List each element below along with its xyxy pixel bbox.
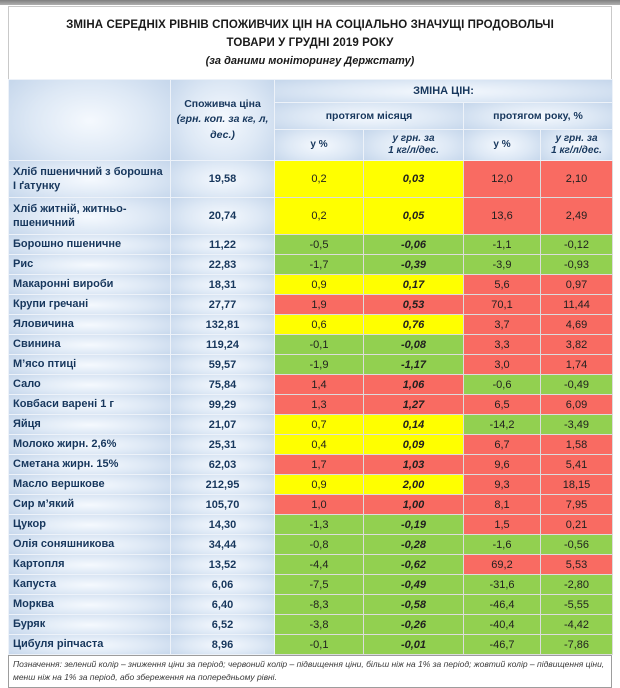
month-percent-value: -3,8	[275, 615, 364, 635]
price-value: 11,22	[171, 235, 275, 255]
year-percent-value: 6,7	[464, 435, 541, 455]
month-percent-value: 0,9	[275, 475, 364, 495]
year-percent-value: 9,3	[464, 475, 541, 495]
product-name: Сметана жирн. 15%	[9, 455, 171, 475]
month-percent-value: -1,3	[275, 515, 364, 535]
table-row	[9, 515, 613, 535]
year-percent-value: -31,6	[464, 575, 541, 595]
year-percent-value: 9,6	[464, 455, 541, 475]
year-percent-value: 3,0	[464, 355, 541, 375]
price-value: 27,77	[171, 295, 275, 315]
table-row	[9, 375, 613, 395]
title-line-2: ТОВАРИ У ГРУДНІ 2019 РОКУ	[226, 36, 394, 49]
product-name: Яловичина	[9, 315, 171, 335]
month-uah-value: -0,39	[364, 255, 464, 275]
year-percent-value: 13,6	[464, 198, 541, 235]
product-name: Масло вершкове	[9, 475, 171, 495]
month-percent-value: -1,7	[275, 255, 364, 275]
table-row	[9, 475, 613, 495]
table-row	[9, 161, 613, 198]
year-percent-value: 5,6	[464, 275, 541, 295]
year-percent-value: -1,1	[464, 235, 541, 255]
price-table-header	[9, 80, 613, 161]
year-percent-value: 69,2	[464, 555, 541, 575]
year-uah-value: 1,58	[541, 435, 613, 455]
year-uah-value: 1,74	[541, 355, 613, 375]
table-row	[9, 415, 613, 435]
year-uah-value: -0,12	[541, 235, 613, 255]
product-name: Морква	[9, 595, 171, 615]
month-percent-value: 1,7	[275, 455, 364, 475]
table-row	[9, 495, 613, 515]
month-uah-value: 1,03	[364, 455, 464, 475]
month-uah-value: 0,03	[364, 161, 464, 198]
month-uah-value: 0,76	[364, 315, 464, 335]
window-edge-bar	[0, 0, 620, 5]
year-uah-value: 2,10	[541, 161, 613, 198]
month-percent-value: -8,3	[275, 595, 364, 615]
price-table-sheet	[8, 6, 612, 688]
year-uah-header: у грн. за 1 кг/л/дес.	[541, 130, 613, 161]
price-value: 75,84	[171, 375, 275, 395]
month-uah-value: -0,28	[364, 535, 464, 555]
product-name: Картопля	[9, 555, 171, 575]
year-uah-value: 4,69	[541, 315, 613, 335]
year-percent-value: 12,0	[464, 161, 541, 198]
price-value: 105,70	[171, 495, 275, 515]
year-percent-value: -46,4	[464, 595, 541, 615]
year-uah-value: -0,56	[541, 535, 613, 555]
month-percent-value: 0,2	[275, 198, 364, 235]
price-value: 13,52	[171, 555, 275, 575]
year-uah-value: -3,49	[541, 415, 613, 435]
month-percent-value: -4,4	[275, 555, 364, 575]
year-uah-value: 11,44	[541, 295, 613, 315]
table-row	[9, 335, 613, 355]
product-name: Хліб пшеничний з борошна І ґатунку	[9, 161, 171, 198]
month-percent-value: -0,5	[275, 235, 364, 255]
month-percent-value: 0,7	[275, 415, 364, 435]
year-percent-value: -40,4	[464, 615, 541, 635]
table-row	[9, 275, 613, 295]
price-value: 119,24	[171, 335, 275, 355]
product-name: Капуста	[9, 575, 171, 595]
price-table	[8, 79, 613, 655]
product-name: М’ясо птиці	[9, 355, 171, 375]
price-value: 22,83	[171, 255, 275, 275]
price-value: 62,03	[171, 455, 275, 475]
product-column-header	[9, 80, 171, 161]
month-uah-value: 1,00	[364, 495, 464, 515]
month-uah-value: -0,01	[364, 635, 464, 655]
year-percent-value: 3,3	[464, 335, 541, 355]
table-row	[9, 555, 613, 575]
year-percent-value: -46,7	[464, 635, 541, 655]
year-percent-value: -3,9	[464, 255, 541, 275]
product-name: Хліб житній, житньо-пшеничний	[9, 198, 171, 235]
year-uah-value: -5,55	[541, 595, 613, 615]
table-row	[9, 255, 613, 275]
month-uah-value: 0,17	[364, 275, 464, 295]
table-row	[9, 575, 613, 595]
year-uah-value: 5,41	[541, 455, 613, 475]
month-uah-value: -1,17	[364, 355, 464, 375]
product-name: Рис	[9, 255, 171, 275]
month-uah-value: 1,27	[364, 395, 464, 415]
price-value: 59,57	[171, 355, 275, 375]
consumer-price-label: Споживча ціна	[184, 98, 261, 111]
year-uah-value: 18,15	[541, 475, 613, 495]
month-uah-value: 0,53	[364, 295, 464, 315]
year-uah-value: 7,95	[541, 495, 613, 515]
price-value: 212,95	[171, 475, 275, 495]
table-row	[9, 395, 613, 415]
year-percent-value: -0,6	[464, 375, 541, 395]
month-percent-value: -0,8	[275, 535, 364, 555]
month-uah-value: -0,08	[364, 335, 464, 355]
product-name: Сало	[9, 375, 171, 395]
month-uah-header: у грн. за 1 кг/л/дес.	[364, 130, 464, 161]
year-uah-value: 2,49	[541, 198, 613, 235]
price-value: 8,96	[171, 635, 275, 655]
price-value: 20,74	[171, 198, 275, 235]
month-uah-value: -0,62	[364, 555, 464, 575]
month-uah-value: -0,49	[364, 575, 464, 595]
year-percent-value: 8,1	[464, 495, 541, 515]
product-name: Крупи гречані	[9, 295, 171, 315]
month-group-header: протягом місяця	[275, 103, 464, 130]
price-value: 6,06	[171, 575, 275, 595]
year-group-header: протягом року, %	[464, 103, 613, 130]
month-percent-value: 1,3	[275, 395, 364, 415]
month-uah-value: 0,09	[364, 435, 464, 455]
product-name: Свинина	[9, 335, 171, 355]
month-percent-value: -0,1	[275, 335, 364, 355]
month-uah-value: 0,14	[364, 415, 464, 435]
month-percent-value: -7,5	[275, 575, 364, 595]
product-name: Борошно пшеничне	[9, 235, 171, 255]
year-percent-value: -14,2	[464, 415, 541, 435]
legend-note: Позначення: зелений колір – зниження ціни за період; червоний колір – підвищення ціни, більш ніж на 1% за період; жовтий колір – підвищення ціни, менш ніж на 1% за період, або збереження на попередньому рівні.	[8, 655, 612, 688]
product-name: Ковбаси варені 1 г	[9, 395, 171, 415]
consumer-price-column-header	[171, 80, 275, 161]
product-name: Цукор	[9, 515, 171, 535]
month-percent-value: -1,9	[275, 355, 364, 375]
month-uah-value: -0,26	[364, 615, 464, 635]
table-row	[9, 595, 613, 615]
year-uah-value: 5,53	[541, 555, 613, 575]
product-name: Буряк	[9, 615, 171, 635]
year-uah-value: -0,49	[541, 375, 613, 395]
table-row	[9, 355, 613, 375]
year-uah-value: 6,09	[541, 395, 613, 415]
product-name: Олія соняшникова	[9, 535, 171, 555]
month-percent-value: 0,4	[275, 435, 364, 455]
price-value: 132,81	[171, 315, 275, 335]
price-change-header: ЗМІНА ЦІН:	[275, 80, 613, 103]
month-uah-value: 1,06	[364, 375, 464, 395]
table-row	[9, 315, 613, 335]
price-value: 34,44	[171, 535, 275, 555]
title-line-1: ЗМІНА СЕРЕДНІХ РІВНІВ СПОЖИВЧИХ ЦІН НА СОЦІАЛЬНО ЗНАЧУЩІ ПРОДОВОЛЬЧІ	[66, 18, 554, 31]
month-percent-value: 0,6	[275, 315, 364, 335]
price-value: 19,58	[171, 161, 275, 198]
table-row	[9, 198, 613, 235]
product-name: Макаронні вироби	[9, 275, 171, 295]
price-value: 25,31	[171, 435, 275, 455]
month-percent-value: 1,0	[275, 495, 364, 515]
table-row	[9, 295, 613, 315]
year-percent-value: 70,1	[464, 295, 541, 315]
title-subtitle: (за даними моніторингу Держстату)	[205, 54, 415, 67]
year-uah-value: 0,97	[541, 275, 613, 295]
product-name: Цибуля ріпчаста	[9, 635, 171, 655]
year-percent-header: у %	[464, 130, 541, 161]
year-uah-value: -0,93	[541, 255, 613, 275]
month-percent-value: 1,4	[275, 375, 364, 395]
price-value: 21,07	[171, 415, 275, 435]
month-uah-value: 2,00	[364, 475, 464, 495]
month-percent-value: 0,9	[275, 275, 364, 295]
month-uah-value: -0,06	[364, 235, 464, 255]
table-row	[9, 455, 613, 475]
price-value: 99,29	[171, 395, 275, 415]
month-uah-value: -0,58	[364, 595, 464, 615]
product-name: Молоко жирн. 2,6%	[9, 435, 171, 455]
price-value: 18,31	[171, 275, 275, 295]
table-row	[9, 635, 613, 655]
year-uah-value: 0,21	[541, 515, 613, 535]
table-row	[9, 435, 613, 455]
month-percent-value: 1,9	[275, 295, 364, 315]
consumer-price-unit: (грн. коп. за кг, л, дес.)	[176, 113, 269, 141]
table-row	[9, 235, 613, 255]
year-uah-value: -2,80	[541, 575, 613, 595]
year-uah-value: -4,42	[541, 615, 613, 635]
year-percent-value: 1,5	[464, 515, 541, 535]
price-table-body	[9, 161, 613, 655]
table-row	[9, 615, 613, 635]
year-uah-value: 3,82	[541, 335, 613, 355]
year-percent-value: -1,6	[464, 535, 541, 555]
month-uah-value: 0,05	[364, 198, 464, 235]
product-name: Сир м’який	[9, 495, 171, 515]
year-percent-value: 3,7	[464, 315, 541, 335]
title-block	[8, 6, 612, 79]
month-percent-header: у %	[275, 130, 364, 161]
year-percent-value: 6,5	[464, 395, 541, 415]
product-name: Яйця	[9, 415, 171, 435]
price-value: 14,30	[171, 515, 275, 535]
price-value: 6,52	[171, 615, 275, 635]
month-percent-value: -0,1	[275, 635, 364, 655]
table-row	[9, 535, 613, 555]
month-uah-value: -0,19	[364, 515, 464, 535]
year-uah-value: -7,86	[541, 635, 613, 655]
price-value: 6,40	[171, 595, 275, 615]
month-percent-value: 0,2	[275, 161, 364, 198]
